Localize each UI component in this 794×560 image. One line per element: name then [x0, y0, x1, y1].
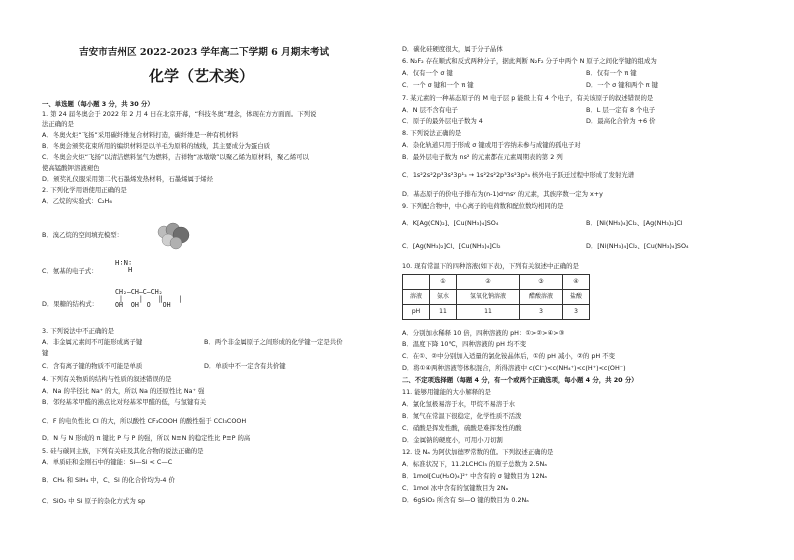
- question-11-option-a: A．氯化氢极易溶于水，甲烷不易溶于水: [402, 400, 516, 408]
- question-6-option-a: A．仅有一个 σ 键: [402, 69, 453, 77]
- question-1-stem: 1. 第 24 届冬奥会于 2022 年 2 月 4 日在北京开幕，“科技冬奥”理念，体现在方方面面。下列说: [42, 110, 317, 118]
- question-2-option-d: D．果糖的结构式：: [42, 300, 99, 308]
- question-8-option-a: A．杂化轨道只用于形成 σ 键或用于容纳未参与成键的孤电子对: [402, 141, 581, 149]
- question-5-option-b: B．CH₄ 和 SiH₄ 中，C、Si 的化合价均为-4 价: [42, 476, 175, 484]
- question-10-option-b: B．温度下降 10℃，四种溶液的 pH 均不变: [402, 340, 527, 348]
- question-1-option-d: D．颁奖礼仪服采用第二代石墨烯发热材料，石墨烯属于烯烃: [42, 175, 214, 183]
- question-9-option-a: A．K[Ag(CN)₂]、[Cu(NH₃)₄]SO₄: [402, 219, 499, 227]
- table-cell: 溶液: [403, 290, 430, 305]
- question-12-option-b: B．1mol[Cu(H₂O)₄]²⁺ 中含有的 σ 键数目为 12Nₐ: [402, 472, 547, 480]
- table-cell: 醋酸溶液: [520, 290, 563, 305]
- question-8-option-b: B．最外层电子数为 ns² 的元素都在元素周期表的第 2 列: [402, 153, 563, 161]
- question-6-option-b: B．仅有一个 π 键: [586, 69, 637, 77]
- question-1-option-a: A．冬奥火炬“飞扬”采用碳纤维复合材料打造，碳纤维是一种有机材料: [42, 131, 239, 139]
- table-cell: 盐酸: [563, 290, 590, 305]
- question-4-option-d: D．N 与 N 形成的 π 键比 P 与 P 的强，所以 N≡N 的稳定性比 P≡P 的高: [42, 434, 251, 442]
- question-6-option-d: D．一个 σ 键和两个 π 键: [586, 81, 659, 89]
- question-11-option-c: C．硝酸是挥发性酸，硫酸是难挥发性的酸: [402, 424, 522, 432]
- table-cell: ②: [457, 275, 520, 290]
- question-9-stem: 9. 下列配合物中，中心离子的电荷数和配位数均相同的是: [402, 202, 564, 210]
- question-3-option-d: D．单质中不一定含有共价键: [204, 362, 286, 370]
- ph-table: [402, 274, 590, 320]
- question-2-stem: 2. 下列化学用语使用正确的是: [42, 186, 127, 194]
- table-row: [403, 305, 590, 320]
- table-cell: ③: [520, 275, 563, 290]
- bromoethane-model-image: [154, 222, 194, 252]
- question-12-stem: 12. 设 Nₐ 为阿伏加德罗常数的值。下列叙述正确的是: [402, 448, 554, 456]
- table-cell: 氨水: [430, 290, 457, 305]
- table-cell: ①: [430, 275, 457, 290]
- question-7-option-c: C．原子的最外层电子数为 4: [402, 117, 483, 125]
- question-12-option-a: A．标准状况下，11.2LCHCl₃ 的原子总数为 2.5Nₐ: [402, 460, 547, 468]
- question-3-stem: 3. 下列说法中不正确的是: [42, 327, 115, 335]
- question-2-option-b: B．溴乙烷的空间填充模型：: [42, 231, 124, 239]
- question-7-option-d: D．最高化合价为 +6 价: [586, 117, 656, 125]
- question-11-option-d: D．金属钠的硬度小，可用小刀切割: [402, 436, 503, 444]
- section-title-2: 二、不定项选择题（每题 4 分，有一个或两个正确选项，每小题 4 分，共 20 分）: [402, 376, 638, 384]
- question-4-option-b: B．邻羟基苯甲醛的沸点比对羟基苯甲醛的低，与氢键有关: [42, 398, 207, 406]
- question-6-option-c: C．一个 σ 键和一个 π 键: [402, 81, 474, 89]
- question-10-option-d: D．将①④两种溶液等体积混合，所得溶液中 c(Cl⁻)<c(NH₄⁺)<c(H⁺)<c(OH⁻): [402, 364, 626, 372]
- question-7-option-b: B．L 层一定有 8 个电子: [586, 106, 656, 114]
- question-4-option-c: C．F 的电负性比 Cl 的大，所以酸性 CF₃COOH 的酸性强于 CCl₃COOH: [42, 417, 247, 425]
- question-2-option-a: A．乙烷的实验式：C₂H₆: [42, 197, 112, 205]
- table-cell: [403, 275, 430, 290]
- table-row: [403, 290, 590, 305]
- table-cell: 3: [520, 305, 563, 320]
- exam-subtitle: 化学（艺术类）: [149, 67, 255, 85]
- question-12-option-c: C．1mol 冰中含有的氢键数目为 2Nₐ: [402, 484, 509, 492]
- table-cell: 11: [457, 305, 520, 320]
- question-8-option-d: D．基态原子的价电子排布为(n-1)dˣnsʸ 的元素，其族序数一定为 x+y: [402, 190, 603, 198]
- question-10-option-c: C．在①、②中分别加入适量的氯化铵晶体后，①的 pH 减小，②的 pH 不变: [402, 352, 615, 360]
- question-8-stem: 8. 下列说法正确的是: [402, 129, 462, 137]
- question-4-option-a: A．Na 的半径比 Na⁺ 的大，所以 Na 的还原性比 Na⁺ 强: [42, 387, 205, 395]
- question-3-option-b: B．两个非金属原子之间形成的化学键一定是共价: [204, 338, 343, 346]
- table-row: [403, 275, 590, 290]
- question-3-option-a: A．非金属元素间不可能形成离子键: [42, 338, 143, 346]
- exam-title: 吉安市吉州区 2022-2023 学年高二下学期 6 月期末考试: [79, 47, 330, 58]
- fructose-structure: CH₂—CH—C—CH₂ | | ‖ | OH OH O OH: [115, 288, 183, 310]
- question-11-option-b: B．氮气在常温下很稳定，化学性质不活泼: [402, 412, 522, 420]
- section-title: 一、单选题（每小题 3 分，共 30 分）: [42, 100, 154, 108]
- question-3-option-b-cont: 键: [42, 349, 49, 357]
- question-2-option-c: C．氨基的电子式：: [42, 267, 98, 275]
- table-cell: 3: [563, 305, 590, 320]
- question-9-option-d: D．[Ni(NH₃)₄]Cl₂、[Cu(NH₃)₄]SO₄: [586, 242, 689, 250]
- question-5-option-c: C．SiO₂ 中 Si 原子的杂化方式为 sp: [42, 497, 146, 505]
- question-9-option-c: C．[Ag(NH₃)₂]Cl、[Cu(NH₃)₄]Cl₂: [402, 242, 501, 250]
- question-1-option-c-cont: 使高锰酸钾溶液褪色: [42, 164, 100, 172]
- question-12-option-d: D．6gSiO₂ 所含有 Si—O 键的数目为 0.2Nₐ: [402, 496, 529, 504]
- question-9-option-b: B．[Ni(NH₃)₄]Cl₂、[Ag(NH₃)₂]Cl: [586, 219, 683, 227]
- question-1-stem-cont: 法正确的是: [42, 120, 74, 128]
- question-6-stem: 6. N₂F₂ 存在顺式和反式两种分子，据此判断 N₂F₂ 分子中两个 N 原子之间化学键的组成为: [402, 57, 657, 65]
- table-cell: 氢氧化钠溶液: [457, 290, 520, 305]
- question-7-stem: 7. 某元素的一种基态原子的 M 电子层 p 能级上有 4 个电子，有关该原子的叙述错误的是: [402, 94, 654, 102]
- question-10-option-a: A．分别加水稀释 10 倍，四种溶液的 pH：①>②>④>③: [402, 329, 565, 337]
- question-7-option-a: A．N 层不含有电子: [402, 106, 458, 114]
- question-10-stem: 10. 现有常温下的四种溶液(如下表)，下列有关叙述中正确的是: [402, 262, 579, 270]
- amino-electron-formula: H∶N∶ H: [115, 258, 133, 275]
- table-cell: pH: [403, 305, 430, 320]
- table-cell: 11: [430, 305, 457, 320]
- question-1-option-c: C．冬奥会火炬“飞扬”以清洁燃料氢气为燃料，吉祥物“冰墩墩”以聚乙烯为原材料，聚乙烯可以: [42, 153, 309, 161]
- question-5-option-d: D．碳化硅硬度很大，属于分子晶体: [402, 45, 503, 53]
- question-11-stem: 11. 能够用键能的大小解释的是: [402, 388, 491, 396]
- question-8-option-c: C．1s²2s²2p³3s²3p¹₃ → 1s²2s²2p³3s²3p¹₃ 核外电子跃迁过程中形成了发射光谱: [402, 171, 635, 179]
- question-5-stem: 5. 硅与碳同主族，下列有关硅及其化合物的说法正确的是: [42, 447, 204, 455]
- question-5-option-a: A．单质硅和金刚石中的键能：Si—Si < C—C: [42, 458, 173, 466]
- question-4-stem: 4. 下列有关物质的结构与性质的叙述错误的是: [42, 375, 172, 383]
- table-cell: ④: [563, 275, 590, 290]
- question-3-option-c: C．含有离子键的物质不可能是单质: [42, 362, 143, 370]
- question-1-option-b: B．冬奥会颁奖花束所用的编织材料是以羊毛为原料的绒线，其主要成分为蛋白质: [42, 142, 271, 150]
